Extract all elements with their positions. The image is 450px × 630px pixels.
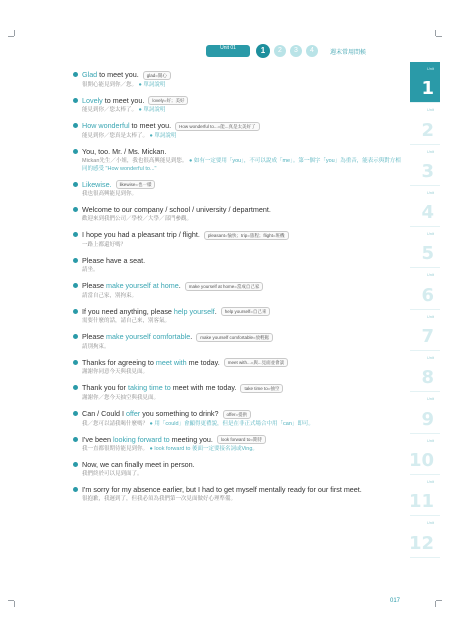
phrase-line	[72, 70, 406, 80]
phrase-entry	[72, 96, 406, 115]
translation-text: 請當自己家，別拘束。	[82, 292, 138, 299]
bullet-icon	[73, 98, 78, 103]
phrase-text: to meet you.	[97, 70, 139, 79]
phrase-text: Please	[82, 280, 106, 290]
phrase-text: I'm sorry for my absence earlier, but I had to get myself mentally ready for our first meet.	[82, 485, 362, 495]
phrase-highlight: Lovely	[82, 95, 103, 105]
tab-label: Unit	[426, 272, 434, 278]
translation-text: Mickan先生／小姐，我也很高興能見到您。	[82, 157, 188, 164]
bullet-icon	[73, 411, 78, 416]
phrase-entry	[72, 460, 406, 478]
phrase-line	[72, 121, 406, 131]
phrase-text: .	[214, 306, 217, 316]
phrase-highlight: help yourself	[173, 306, 215, 316]
translation-text: 謝謝你／您今天抽空與我見面。	[82, 394, 160, 401]
tab-number: 11	[408, 491, 434, 513]
phrase-text: to meet you.	[129, 121, 172, 131]
phrase-line	[72, 96, 406, 106]
tab-label: Unit	[426, 313, 434, 319]
translation-line	[72, 190, 406, 198]
section-title: 週末常用問候	[330, 49, 367, 56]
chapter-tab[interactable]	[410, 186, 440, 227]
phrase-line	[72, 180, 406, 190]
phrase-text: If you need anything, please	[82, 306, 174, 316]
tab-label: Unit	[426, 107, 434, 113]
translation-line	[72, 470, 406, 478]
phrase-text: Thanks for agreeing to	[82, 357, 156, 367]
phrase-entry	[72, 383, 406, 402]
tab-label: Unit	[426, 437, 434, 443]
tab-label: Unit	[426, 520, 434, 526]
phrase-entry	[72, 147, 406, 173]
unit-dot[interactable]: 2	[274, 45, 286, 57]
phrase-entry	[72, 230, 406, 249]
phrase-line	[72, 205, 406, 214]
unit-dot[interactable]: 3	[290, 45, 302, 57]
bullet-icon	[73, 123, 78, 128]
translation-text: 能見到你／您真是太棒了。	[82, 132, 149, 139]
translation-text: 我也很高興能見到你。	[82, 191, 138, 198]
tab-number: 2	[421, 119, 434, 141]
phrase-entry	[72, 121, 406, 140]
translation-text: 我一直都很期待能見到你。	[82, 446, 149, 453]
phrase-line	[72, 435, 406, 445]
translation-line	[72, 157, 406, 173]
translation-line	[72, 132, 406, 140]
phrase-line	[72, 332, 406, 342]
phrase-text: to meet you.	[102, 95, 145, 105]
phrase-line	[72, 281, 406, 291]
tab-label: Unit	[426, 396, 434, 402]
phrase-line	[72, 358, 406, 368]
translation-line	[72, 241, 406, 249]
phrase-highlight: How wonderful	[82, 121, 130, 131]
phrase-text: .	[178, 280, 181, 290]
translation-line	[72, 317, 406, 325]
translation-text: 請坐。	[82, 266, 99, 273]
vocab-note: glad=開心	[143, 71, 171, 80]
phrase-text: Can / Could I	[82, 408, 126, 418]
unit-dots	[256, 44, 322, 58]
tab-label: Unit	[426, 231, 434, 237]
usage-tip: ● look forward to 後面一定要接名詞或Ving。	[149, 446, 258, 453]
translation-line	[72, 106, 406, 114]
phrase-highlight: taking time to	[127, 383, 171, 393]
phrase-line	[72, 460, 406, 469]
chapter-tab[interactable]	[410, 351, 440, 392]
phrase-highlight: offer	[125, 408, 141, 418]
bullet-icon	[73, 385, 78, 390]
crop-mark	[8, 36, 14, 37]
phrase-text: Please	[82, 332, 106, 342]
usage-tip: ● 單詞說明	[149, 132, 177, 139]
tab-number: 5	[421, 243, 434, 265]
phrase-highlight: make yourself at home	[105, 280, 179, 290]
translation-line	[72, 343, 406, 351]
crop-mark	[14, 30, 15, 36]
unit-dot[interactable]: 1	[256, 44, 270, 58]
bullet-icon	[73, 360, 78, 365]
phrase-highlight: meet with	[155, 357, 187, 367]
translation-line	[72, 81, 406, 89]
phrase-entry	[72, 435, 406, 454]
phrase-highlight: Likewise.	[82, 179, 112, 189]
phrase-entry	[72, 256, 406, 274]
chapter-tabs	[410, 62, 440, 558]
phrase-text: I hope you had a pleasant trip / flight.	[82, 230, 200, 240]
tab-label: Unit	[426, 478, 434, 484]
usage-tip: ● 單詞說明	[138, 81, 166, 88]
bullet-icon	[73, 232, 78, 237]
crop-mark	[436, 600, 442, 601]
tab-number: 10	[408, 449, 434, 471]
tab-label: Unit	[426, 66, 434, 71]
translation-line	[72, 420, 406, 428]
phrase-entry	[72, 70, 406, 89]
page-header	[206, 44, 366, 58]
translation-text: 一路上都還好嗎？	[82, 241, 127, 248]
tab-number: 9	[421, 408, 434, 430]
translation-text: 需要什麼的話，請自己來，別客氣。	[82, 318, 171, 325]
bullet-icon	[73, 309, 78, 314]
translation-line	[72, 266, 406, 274]
vocab-note: take time to=抽空	[240, 384, 283, 393]
vocab-note: pleasant=愉快；trip=旅程；flight=班機	[204, 231, 289, 240]
chapter-tab[interactable]	[410, 516, 440, 557]
tab-number: 1	[421, 78, 434, 100]
translation-text: 我們終於可以見到面了。	[82, 471, 143, 478]
phrase-text: Thank you for	[82, 383, 128, 393]
translation-line	[72, 445, 406, 453]
phrase-entry	[72, 307, 406, 326]
page-number: 017	[390, 598, 401, 604]
translation-line	[72, 495, 406, 503]
vocab-note: lovely=好；美好	[148, 96, 188, 105]
bullet-icon	[73, 487, 78, 492]
chapter-tab[interactable]	[410, 392, 440, 433]
bullet-icon	[73, 182, 78, 187]
chapter-tab[interactable]	[410, 310, 440, 351]
bullet-icon	[73, 334, 78, 339]
tab-number: 7	[421, 326, 434, 348]
chapter-tab[interactable]	[410, 62, 440, 103]
tab-number: 12	[408, 532, 434, 554]
phrase-highlight: Glad	[82, 70, 98, 79]
phrase-line	[72, 256, 406, 265]
phrase-text: Welcome to our company / school / university / department.	[82, 205, 271, 215]
phrase-text: Now, we can finally meet in person.	[82, 460, 195, 470]
tab-number: 4	[421, 202, 434, 224]
bullet-icon	[73, 437, 78, 442]
vocab-note: offer=提供	[223, 410, 252, 419]
chapter-tab[interactable]	[410, 434, 440, 475]
phrase-text: you something to drink?	[140, 408, 219, 418]
chapter-tab[interactable]	[410, 475, 440, 516]
phrase-highlight: looking forward to	[112, 434, 170, 444]
translation-line	[72, 292, 406, 300]
translation-text: 我／您可以請我喝什麼嗎？	[82, 420, 149, 427]
chapter-tab[interactable]	[410, 227, 440, 268]
phrase-text: I've been	[82, 434, 113, 444]
translation-text: 能見到你／您太棒了。	[82, 107, 138, 114]
chapter-tab[interactable]	[410, 103, 440, 144]
tab-label: Unit	[426, 148, 434, 154]
crop-mark	[435, 601, 436, 607]
unit-badge: Unit 01	[206, 45, 250, 57]
crop-mark	[14, 601, 15, 607]
tab-number: 8	[421, 367, 434, 389]
phrase-text: Please have a seat.	[82, 255, 146, 265]
translation-text: 歡迎來到我們公司／學校／大學／部門參觀。	[82, 216, 193, 223]
phrase-entry	[72, 409, 406, 428]
tab-number: 3	[421, 160, 434, 182]
vocab-note: look forward to=期待	[217, 435, 266, 444]
vocab-note: help yourself=自己來	[221, 307, 271, 316]
translation-text: 很抱歉，我遲到了，但我必須為我們第一次見面做好心理準備。	[82, 496, 237, 503]
chapter-tab[interactable]	[410, 268, 440, 309]
vocab-note: make yourself at home=當成自己家	[185, 282, 264, 291]
phrase-line	[72, 230, 406, 240]
translation-line	[72, 368, 406, 376]
vocab-note: likewise=也一樣	[116, 180, 156, 189]
translation-text: 請別拘束。	[82, 343, 110, 350]
bullet-icon	[73, 462, 78, 467]
crop-mark	[436, 36, 442, 37]
usage-tip: ● 用「could」會顯得更禮貌，但是在非正式場合中用「can」即可。	[149, 420, 314, 427]
phrase-text: me today.	[186, 357, 220, 367]
vocab-note: How wonderful to...=能...真是太美好了	[175, 122, 259, 131]
phrase-line	[72, 147, 406, 156]
usage-tip: ● 單詞說明	[138, 107, 166, 114]
tab-label: Unit	[426, 355, 434, 361]
tab-label: Unit	[426, 189, 434, 195]
phrase-entry	[72, 281, 406, 300]
tab-number: 6	[421, 284, 434, 306]
phrase-text: meeting you.	[169, 434, 213, 444]
phrase-entry	[72, 358, 406, 377]
bullet-icon	[73, 149, 78, 154]
phrase-line	[72, 485, 406, 494]
bullet-icon	[73, 258, 78, 263]
phrase-highlight: make yourself comfortable	[105, 332, 191, 342]
usage-tip: ● 如有一定要用「you」，不可以說成「me」。第一個字「you」為重音，能表示與對方相同的感受 "How wonderful to..."	[82, 157, 401, 172]
phrase-entry	[72, 332, 406, 351]
phrase-entry	[72, 485, 406, 503]
phrase-list	[72, 70, 406, 510]
phrase-entry	[72, 205, 406, 223]
phrase-text: meet with me today.	[170, 383, 237, 393]
bullet-icon	[73, 283, 78, 288]
phrase-line	[72, 383, 406, 393]
phrase-line	[72, 307, 406, 317]
phrase-line	[72, 409, 406, 419]
phrase-entry	[72, 180, 406, 199]
phrase-text: You, too. Mr. / Ms. Mickan.	[82, 146, 167, 156]
translation-line	[72, 394, 406, 402]
phrase-text: .	[190, 332, 193, 342]
vocab-note: meet with...=與...見面並會談	[224, 358, 288, 367]
crop-mark	[435, 30, 436, 36]
translation-text: 謝謝你同意今天與我見面。	[82, 369, 149, 376]
chapter-tab[interactable]	[410, 145, 440, 186]
bullet-icon	[73, 72, 78, 77]
unit-dot[interactable]: 4	[306, 45, 318, 57]
translation-line	[72, 215, 406, 223]
bullet-icon	[73, 207, 78, 212]
translation-text: 很開心能見到你／您。	[82, 81, 138, 88]
vocab-note: make yourself comfortable=放輕鬆	[196, 333, 273, 342]
